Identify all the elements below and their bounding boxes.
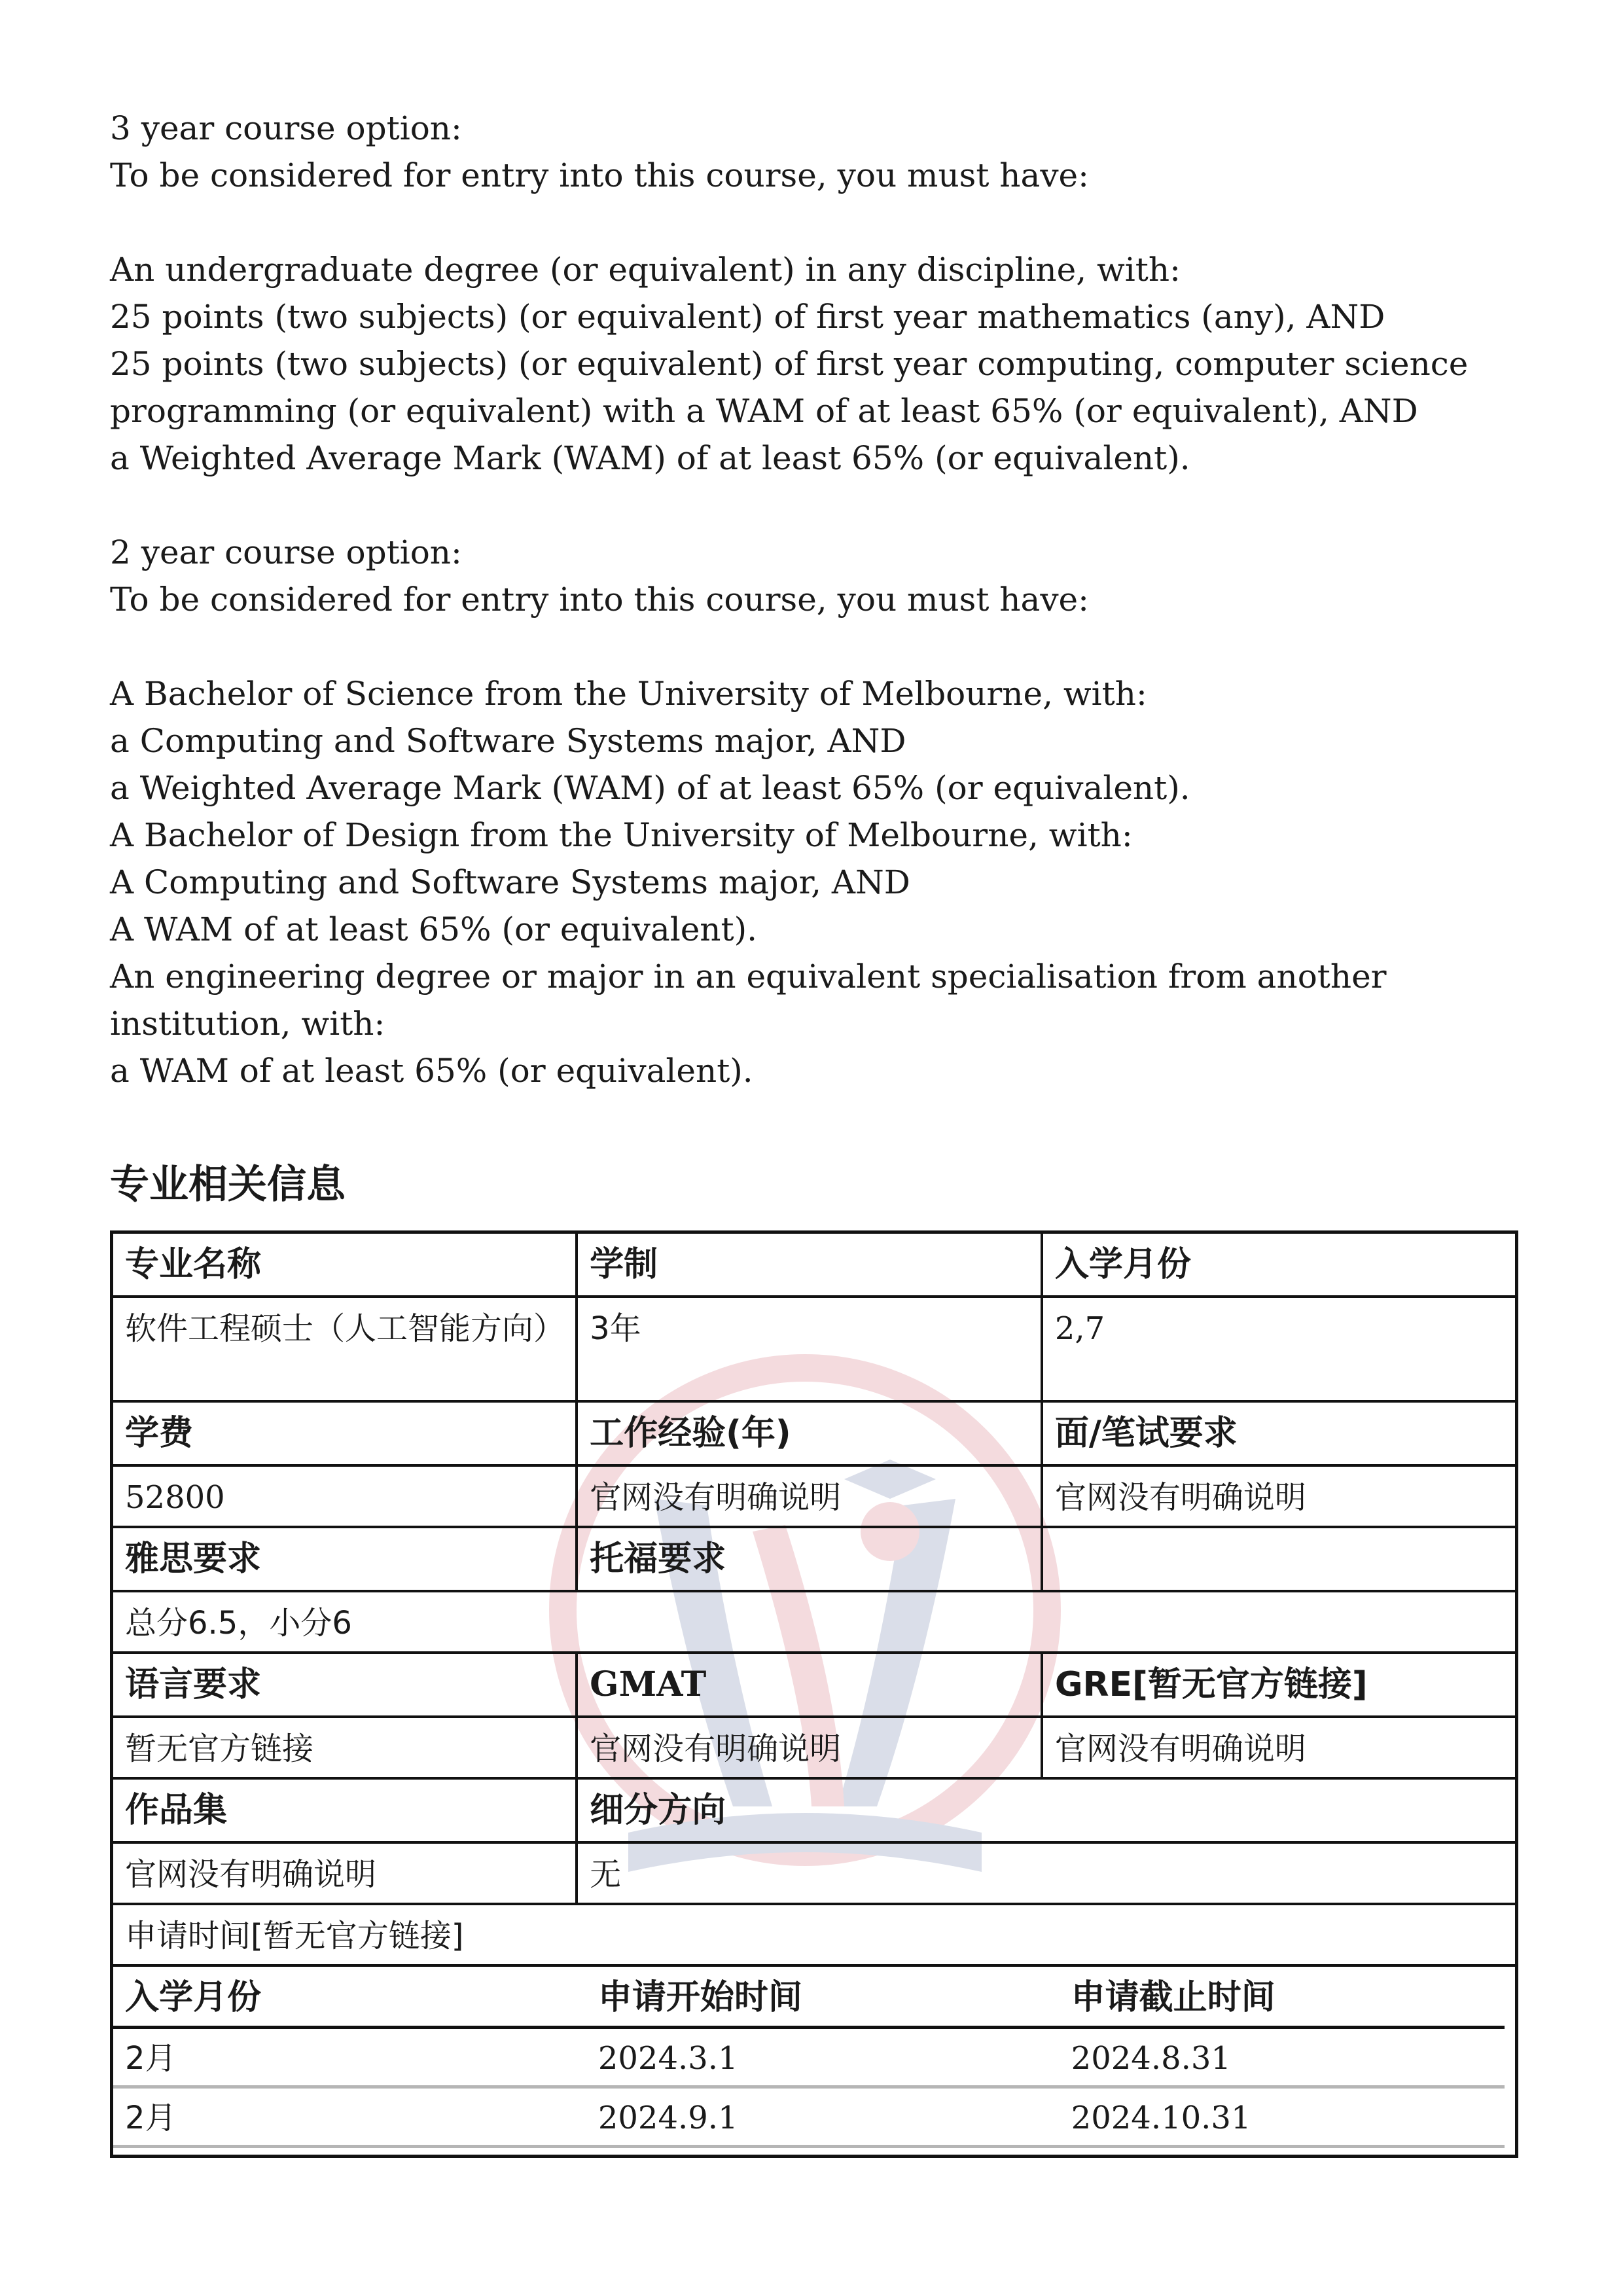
- program-name-value: 软件工程硕士（人工智能方向）: [112, 1297, 577, 1401]
- text-line: A Bachelor of Design from the University of Melbourne, with:: [110, 816, 1133, 854]
- specialization-label: 细分方向: [577, 1778, 1516, 1842]
- intake-label: 入学月份: [1042, 1232, 1517, 1297]
- interview-value: 官网没有明确说明: [1042, 1465, 1517, 1527]
- gre-label: GRE[暂无官方链接]: [1042, 1653, 1517, 1717]
- language-value: 暂无官方链接: [112, 1717, 577, 1778]
- application-schedule-table: [113, 1967, 1505, 2148]
- work-experience-value: 官网没有明确说明: [577, 1465, 1042, 1527]
- blank-line: [110, 199, 1524, 246]
- text-line: An engineering degree or major in an equivalent specialisation from another institution, with:: [110, 958, 1387, 1043]
- table-row: [113, 2028, 1505, 2087]
- table-row: [113, 2087, 1505, 2147]
- blank-line: [110, 482, 1524, 529]
- gmat-value: 官网没有明确说明: [577, 1717, 1042, 1778]
- text-line: a Weighted Average Mark (WAM) of at least 65% (or equivalent).: [110, 439, 1190, 477]
- blank-line: [110, 623, 1524, 670]
- interview-label: 面/笔试要求: [1042, 1401, 1517, 1465]
- tuition-value: 52800: [112, 1465, 577, 1527]
- text-line: a WAM of at least 65% (or equivalent).: [110, 1052, 753, 1090]
- schedule-deadline: 2024.10.31: [1060, 2087, 1505, 2147]
- schedule-header-start: 申请开始时间: [586, 1967, 1060, 2028]
- portfolio-label: 作品集: [112, 1778, 577, 1842]
- text-line: To be considered for entry into this course, you must have:: [110, 156, 1089, 194]
- gmat-label: GMAT: [577, 1653, 1042, 1717]
- requirements-text: [110, 105, 1524, 1094]
- section-title: 专业相关信息: [110, 1162, 346, 1208]
- duration-label: 学制: [577, 1232, 1042, 1297]
- text-line: programming (or equivalent) with a WAM of at least 65% (or equivalent), AND: [110, 392, 1418, 430]
- text-line: An undergraduate degree (or equivalent) in any discipline, with:: [110, 251, 1181, 289]
- schedule-intake: 2月: [113, 2087, 586, 2147]
- schedule-start: 2024.9.1: [586, 2087, 1060, 2147]
- tuition-label: 学费: [112, 1401, 577, 1465]
- work-experience-label: 工作经验(年): [577, 1401, 1042, 1465]
- text-line: To be considered for entry into this course, you must have:: [110, 581, 1089, 619]
- text-line: A Computing and Software Systems major, AND: [110, 863, 910, 901]
- schedule-header-deadline: 申请截止时间: [1060, 1967, 1505, 2028]
- ielts-label: 雅思要求: [112, 1527, 577, 1591]
- text-line: a Weighted Average Mark (WAM) of at least 65% (or equivalent).: [110, 769, 1190, 807]
- schedule-deadline: 2024.8.31: [1060, 2028, 1505, 2087]
- ielts-value: 总分6.5，小分6: [112, 1591, 1517, 1653]
- text-line: 25 points (two subjects) (or equivalent) of first year mathematics (any), AND: [110, 298, 1385, 336]
- text-line: 25 points (two subjects) (or equivalent) of first year computing, computer science: [110, 345, 1469, 383]
- duration-value: 3年: [577, 1297, 1042, 1401]
- gre-value: 官网没有明确说明: [1042, 1717, 1517, 1778]
- portfolio-value: 官网没有明确说明: [112, 1842, 577, 1904]
- toefl-label: 托福要求: [577, 1527, 1042, 1591]
- specialization-value: 无: [577, 1842, 1516, 1904]
- intake-value: 2,7: [1042, 1297, 1517, 1401]
- empty-cell: [1042, 1527, 1517, 1591]
- text-line: 2 year course option:: [110, 533, 462, 571]
- language-label: 语言要求: [112, 1653, 577, 1717]
- schedule-header-intake: 入学月份: [113, 1967, 586, 2028]
- text-line: a Computing and Software Systems major, AND: [110, 722, 906, 760]
- paragraph-block: [110, 105, 1524, 1094]
- text-line: A WAM of at least 65% (or equivalent).: [110, 910, 757, 948]
- text-line: A Bachelor of Science from the University of Melbourne, with:: [110, 675, 1147, 713]
- text-line: 3 year course option:: [110, 109, 462, 147]
- program-info-table: [110, 1230, 1518, 2158]
- schedule-start: 2024.3.1: [586, 2028, 1060, 2087]
- schedule-intake: 2月: [113, 2028, 586, 2087]
- program-name-label: 专业名称: [112, 1232, 577, 1297]
- application-time-label: 申请时间[暂无官方链接]: [112, 1904, 1517, 1965]
- schedule-cell: [112, 1965, 1517, 2157]
